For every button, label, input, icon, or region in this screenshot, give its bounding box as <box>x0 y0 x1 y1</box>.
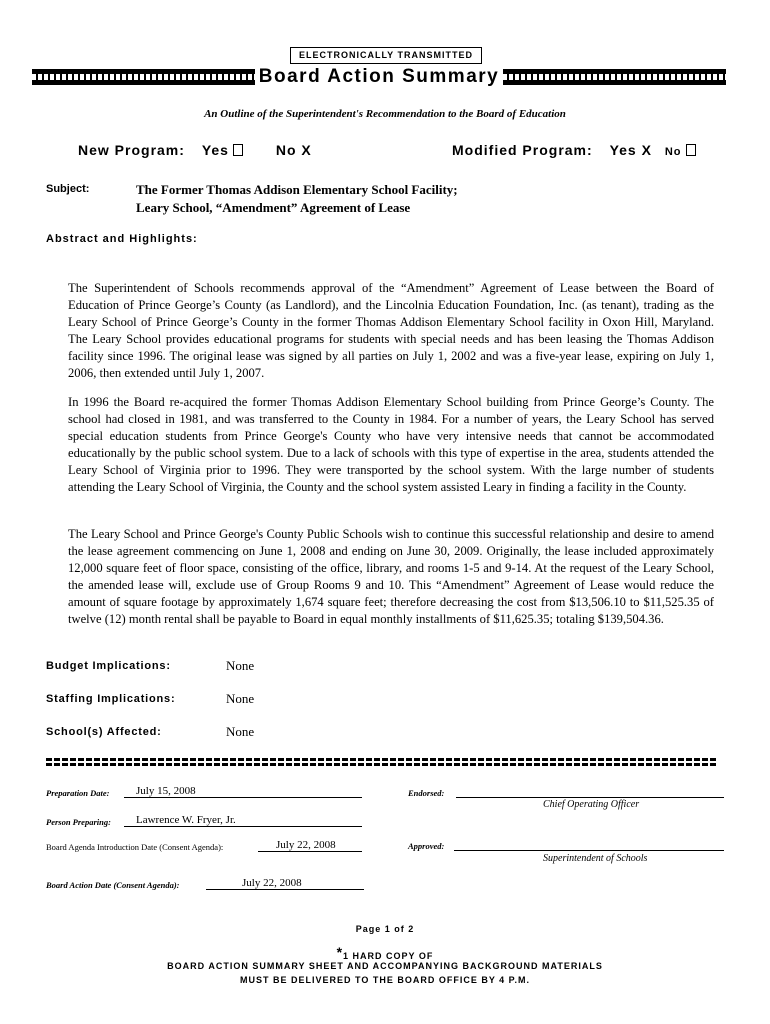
intro-date-label: Board Agenda Introduction Date (Consent Agenda): <box>46 842 224 852</box>
footer-line-2: BOARD ACTION SUMMARY SHEET AND ACCOMPANYING BACKGROUND MATERIALS <box>167 961 603 971</box>
abstract-label: Abstract and Highlights: <box>46 233 198 245</box>
modified-program-row <box>452 142 696 158</box>
approved-caption: Superintendent of Schools <box>543 853 648 864</box>
action-date-field <box>206 878 364 890</box>
preparation-date-value: July 15, 2008 <box>136 785 196 797</box>
document-subtitle: An Outline of the Superintendent's Recommendation to the Board of Education <box>204 108 566 120</box>
modified-program-no: No <box>664 146 682 158</box>
subject-line-1: The Former Thomas Addison Elementary School Facility; <box>136 182 458 197</box>
staffing-implications-label: Staffing Implications: <box>46 693 176 705</box>
modified-program-no-checkbox <box>686 144 696 156</box>
intro-date-field <box>258 840 362 852</box>
preparation-date-label: Preparation Date: <box>46 788 110 798</box>
footer-line-3: MUST BE DELIVERED TO THE BOARD OFFICE BY 4 P.M. <box>239 975 531 985</box>
budget-implications-value: None <box>226 658 255 673</box>
abstract-paragraph-3: The Leary School and Prince George's County Public Schools wish to continue this successful relationship and desire to amend the lease agreement commencing on June 1, 2008 and ending on June 30, 2009. Originally, the lease included approximately 12,000 square feet of floor space, consisting of the office, library, and rooms 1-5 and 9-14. At the request of the Leary School, the amended lease will, exclude use of Group Rooms 9 and 10. This “Amendment” Agreement of Lease would reduce the amount of square footage by approximately 1,674 square feet; therefore decreasing the cost from $13,506.10 to $11,525.35 of twelve (12) month rental shall be payable to Board in equal monthly installments of $11,625.35; totaling $139,504.36. <box>68 527 714 626</box>
subject-text <box>136 181 458 217</box>
endorsed-signature-line <box>456 786 724 798</box>
footer-line-1-text: 1 HARD COPY OF <box>343 951 434 961</box>
person-preparing-label: Person Preparing: <box>46 817 111 827</box>
title-row <box>32 64 726 90</box>
person-preparing-field <box>124 815 362 827</box>
footer-asterisk: * <box>336 944 344 960</box>
document-title: Board Action Summary <box>258 66 500 87</box>
footer-line-1 <box>0 944 770 961</box>
modified-program-yes: Yes X <box>609 142 652 158</box>
subject-line-2: Leary School, “Amendment” Agreement of Lease <box>136 200 411 215</box>
person-preparing-value: Lawrence W. Fryer, Jr. <box>136 814 236 826</box>
new-program-yes-checkbox <box>233 144 243 156</box>
budget-implications-label: Budget Implications: <box>46 660 171 672</box>
preparation-date-field <box>124 786 362 798</box>
endorsed-label: Endorsed: <box>408 788 445 798</box>
staffing-implications-value: None <box>226 691 255 706</box>
new-program-yes: Yes <box>201 142 229 158</box>
transmitted-banner: ELECTRONICALLY TRANSMITTED <box>290 47 482 64</box>
new-program-row <box>78 142 312 158</box>
abstract-paragraph-2: In 1996 the Board re-acquired the former Thomas Addison Elementary School building from Prince George’s County. The school had closed in 1981, and was transferred to the County in 1984. For a number of years, the Leary School has served special education students from Prince George's County who have very intensive needs that cannot be accommodated educationally by the public school system. Due to a lack of schools with this type of expertise in the area, students attended the Leary School of Virginia prior to 1996. They were transported by the school system. With the large number of students attending the Leary School of Virginia, the County and the school system assisted Leary in finding a facility in the County. <box>68 395 714 494</box>
modified-program-label: Modified Program: <box>452 142 593 158</box>
title-rule-left <box>32 69 255 85</box>
title-rule-right <box>503 69 726 85</box>
endorsed-caption: Chief Operating Officer <box>543 799 640 810</box>
intro-date-value: July 22, 2008 <box>276 839 336 851</box>
new-program-no: No X <box>275 142 312 158</box>
schools-affected-label: School(s) Affected: <box>46 726 162 738</box>
abstract-paragraph-1: The Superintendent of Schools recommends approval of the “Amendment” Agreement of Lease between the Board of Education of Prince George’s County (as Landlord), and the Lincolnia Education Foundation, Inc. (as tenant), trading as the Leary School of Prince George’s County in the former Thomas Addison Elementary School facility in Oxon Hill, Maryland. The Leary School provides educational programs for students with special needs and has been leasing the Thomas Addison facility since 1996. The original lease was signed by all parties on July 1, 2002 and was a five-year lease, expiring on July 1, 2006, then extended until July 1, 2007. <box>68 281 714 380</box>
schools-affected-value: None <box>226 724 255 739</box>
page-number: Page 1 of 2 <box>355 924 415 934</box>
approved-signature-line <box>454 839 724 851</box>
action-date-label: Board Action Date (Consent Agenda): <box>46 880 180 890</box>
new-program-label: New Program: <box>78 142 185 158</box>
action-date-value: July 22, 2008 <box>242 877 302 889</box>
subject-label: Subject: <box>46 183 90 195</box>
section-divider <box>46 758 718 766</box>
approved-label: Approved: <box>408 841 445 851</box>
